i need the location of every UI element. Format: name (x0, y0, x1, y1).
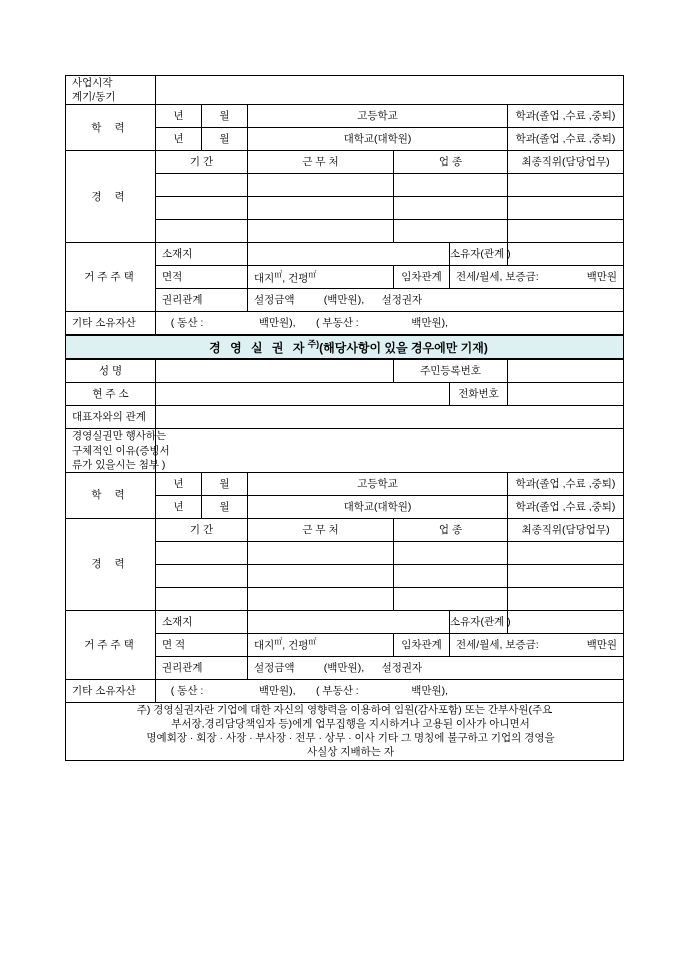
career-position-cell-2[interactable] (508, 564, 624, 587)
reason-label-line3: 류가 있을시는 첨부 ) (72, 458, 166, 471)
lease-relation-label-2: 임차관계 (394, 633, 450, 656)
representative-table (65, 75, 624, 335)
residence-area-field-2[interactable]: 대지㎡, 건평㎡ (248, 633, 394, 656)
edu-univ-year-label: 년 (156, 128, 202, 151)
career-period-cell[interactable] (156, 174, 248, 197)
career-industry-header-2: 업 종 (394, 518, 508, 541)
section-band-superscript: 주) (307, 339, 320, 350)
address-label: 현 주 소 (66, 383, 156, 406)
table-row (66, 76, 624, 105)
career-industry-cell[interactable] (394, 197, 508, 220)
phone-label: 전화번호 (450, 383, 508, 406)
edu-univ-month-label-2: 월 (202, 495, 248, 518)
career-workplace-cell-2[interactable] (248, 564, 394, 587)
career-workplace-cell-2[interactable] (248, 541, 394, 564)
relation-to-rep-label: 대표자와의 관계 (66, 406, 156, 429)
residence-location-field-2[interactable] (248, 610, 450, 633)
form-document (65, 75, 623, 761)
rights-relation-field-2[interactable]: 설정금액 (백만원), 설정권자 (248, 656, 624, 679)
career-position-cell-2[interactable] (508, 541, 624, 564)
other-assets-label-2: 기타 소유자산 (66, 679, 156, 702)
phone-field[interactable] (508, 383, 624, 406)
career-industry-header: 업 종 (394, 151, 508, 174)
career-period-header-2: 기 간 (156, 518, 248, 541)
section-band (66, 336, 624, 359)
name-field[interactable] (156, 360, 394, 383)
section-band-title: 경 영 실 권 자 (209, 341, 308, 356)
footnote (66, 702, 624, 760)
education-label: 학 력 (66, 105, 156, 151)
table-row (66, 679, 624, 702)
residence-owner-field[interactable] (508, 243, 624, 266)
footnote-line-2: 부서장,경리담당책임자 등)에게 업무집행을 지시하거나 고용된 이사가 아니면서 (171, 718, 530, 731)
career-workplace-cell[interactable] (248, 174, 394, 197)
table-row (66, 429, 624, 473)
business-start-label (66, 76, 156, 105)
edu-hs-school-2: 고등학교 (248, 472, 508, 495)
lease-relation-label: 임차관계 (394, 266, 450, 289)
edu-hs-dept: 학과(졸업 ,수료 ,중퇴) (508, 105, 624, 128)
reason-label (66, 429, 170, 473)
edu-univ-dept-2: 학과(졸업 ,수료 ,중퇴) (508, 495, 624, 518)
residence-location-label-2: 소재지 (156, 610, 248, 633)
lease-terms-field-2[interactable]: 전세/월세, 보증금: 백만원 (450, 633, 624, 656)
career-industry-cell[interactable] (394, 174, 508, 197)
career-position-header: 최종직위(담당업무) (508, 151, 624, 174)
career-position-header-2: 최종직위(담당업무) (508, 518, 624, 541)
residence-owner-label-2: 소유자(관계 ) (450, 610, 508, 633)
table-row (66, 610, 624, 633)
career-period-cell[interactable] (156, 197, 248, 220)
table-row (66, 472, 624, 495)
other-assets-field[interactable]: ( 동산 : 백만원), ( 부동산 : 백만원), (156, 312, 624, 335)
education-label-2: 학 력 (66, 472, 156, 518)
section-band-suffix: (해당사항이 있을 경우에만 기재) (319, 341, 488, 356)
career-period-header: 기 간 (156, 151, 248, 174)
relation-to-rep-field[interactable] (156, 406, 624, 429)
career-workplace-cell[interactable] (248, 197, 394, 220)
career-workplace-cell-2[interactable] (248, 587, 394, 610)
footnote-line-4: 사실상 지배하는 자 (307, 746, 394, 759)
resident-no-label: 주민등록번호 (394, 360, 508, 383)
other-assets-field-2[interactable]: ( 동산 : 백만원), ( 부동산 : 백만원), (156, 679, 624, 702)
reason-label-line1: 경영실권만 행사하는 (72, 430, 167, 443)
footnote-line-1: 주) 경영실권자란 기업에 대한 자신의 영향력을 이용하여 임원(감사포함) 또는 간부사원(주요 (136, 703, 553, 716)
reason-label-line2: 구체적인 이유(증빙서 (72, 444, 170, 457)
name-label: 성 명 (66, 360, 156, 383)
career-period-cell[interactable] (156, 220, 248, 243)
business-start-label-line2: 계기/동기 (72, 91, 116, 104)
career-workplace-header: 근 무 처 (248, 151, 394, 174)
residence-label-2: 거주주택 (66, 610, 156, 679)
address-field[interactable] (156, 383, 450, 406)
career-industry-cell-2[interactable] (394, 564, 508, 587)
table-row (66, 383, 624, 406)
table-row (66, 312, 624, 335)
edu-hs-year-label-2: 년 (156, 472, 202, 495)
table-row (66, 406, 624, 429)
edu-hs-dept-2: 학과(졸업 ,수료 ,중퇴) (508, 472, 624, 495)
career-position-cell[interactable] (508, 197, 624, 220)
career-position-cell[interactable] (508, 174, 624, 197)
career-position-cell[interactable] (508, 220, 624, 243)
career-industry-cell-2[interactable] (394, 541, 508, 564)
residence-area-label: 면적 (156, 266, 248, 289)
career-position-cell-2[interactable] (508, 587, 624, 610)
residence-owner-field-2[interactable] (508, 610, 624, 633)
career-period-cell-2[interactable] (156, 564, 248, 587)
career-workplace-header-2: 근 무 처 (248, 518, 394, 541)
career-period-cell-2[interactable] (156, 541, 248, 564)
edu-univ-year-label-2: 년 (156, 495, 202, 518)
career-period-cell-2[interactable] (156, 587, 248, 610)
career-industry-cell[interactable] (394, 220, 508, 243)
edu-univ-school: 대학교(대학원) (248, 128, 508, 151)
career-workplace-cell[interactable] (248, 220, 394, 243)
residence-area-label-2: 면 적 (156, 633, 248, 656)
reason-detail-field[interactable] (156, 429, 624, 473)
business-start-label-line1: 사업시작 (72, 77, 113, 89)
table-row (66, 702, 624, 760)
residence-label: 거주주택 (66, 243, 156, 312)
table-row (66, 336, 624, 359)
rights-relation-field[interactable]: 설정금액 (백만원), 설정권자 (248, 289, 624, 312)
table-row (66, 518, 624, 541)
footnote-line-3: 명예회장 · 회장 · 사장 · 부사장 · 전무 · 상무 · 이사 기타 그 명칭에 불구하고 기업의 경영을 (146, 732, 555, 745)
edu-hs-year-label: 년 (156, 105, 202, 128)
edu-hs-month-label: 월 (202, 105, 248, 128)
resident-no-field[interactable] (508, 360, 624, 383)
residence-location-label: 소재지 (156, 243, 248, 266)
edu-univ-school-2: 대학교(대학원) (248, 495, 508, 518)
table-row (66, 243, 624, 266)
residence-area-field[interactable]: 대지㎡, 건평㎡ (248, 266, 394, 289)
table-row (66, 151, 624, 174)
edu-univ-dept: 학과(졸업 ,수료 ,중퇴) (508, 128, 624, 151)
rights-relation-label-2: 권리관계 (156, 656, 248, 679)
edu-hs-month-label-2: 월 (202, 472, 248, 495)
career-label-2: 경 력 (66, 518, 156, 610)
lease-terms-field[interactable]: 전세/월세, 보증금: 백만원 (450, 266, 624, 289)
residence-location-field[interactable] (248, 243, 450, 266)
residence-owner-label: 소유자(관계 ) (450, 243, 508, 266)
table-row (66, 105, 624, 128)
section-band-table (65, 335, 624, 359)
career-label: 경 력 (66, 151, 156, 243)
controller-table (65, 359, 624, 760)
rights-relation-label: 권리관계 (156, 289, 248, 312)
other-assets-label: 기타 소유자산 (66, 312, 156, 335)
edu-univ-month-label: 월 (202, 128, 248, 151)
edu-hs-school: 고등학교 (248, 105, 508, 128)
business-start-reason-field[interactable] (156, 76, 624, 105)
career-industry-cell-2[interactable] (394, 587, 508, 610)
table-row (66, 360, 624, 383)
